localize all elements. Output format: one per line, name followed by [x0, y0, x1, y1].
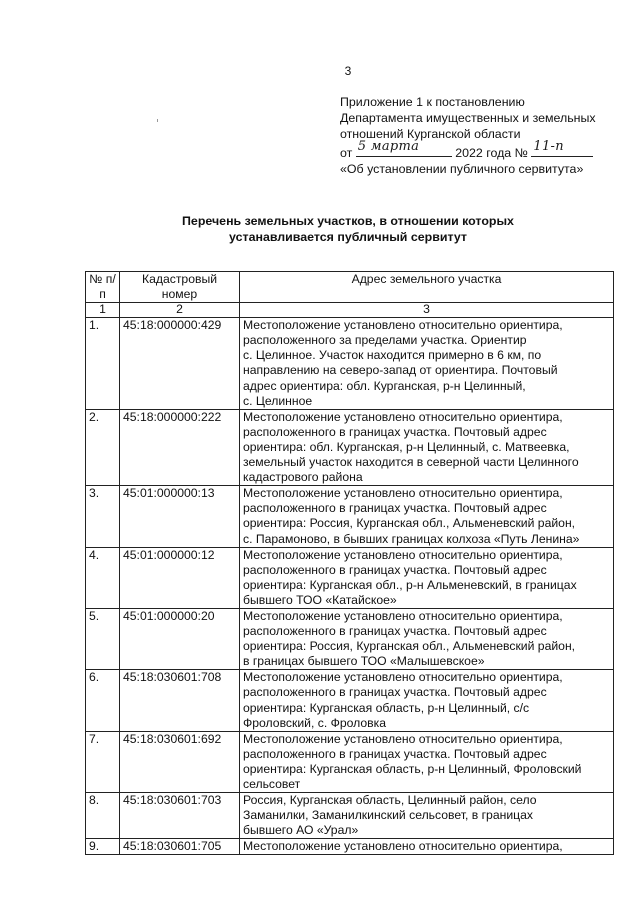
- cadastral-number: 45:18:030601:705: [120, 839, 240, 855]
- address-line: бывшего АО «Урал»: [243, 823, 359, 838]
- table-row: [86, 547, 614, 608]
- address-line: ориентира: обл. Курганская, р-н Целинный, с. Матвеевка,: [243, 439, 570, 454]
- address-line: ориентира: Курганская область, р-н Целинный, с/с: [243, 700, 530, 715]
- handwritten-number: 11-п: [533, 139, 564, 155]
- date-field: [356, 139, 452, 157]
- address-line: расположенного в границах участка. Почтовый адрес: [243, 746, 547, 761]
- address-line: ориентира: Россия, Курганская обл., Альменевский район,: [243, 639, 576, 654]
- address-line: расположенного в границах участка. Почтовый адрес: [243, 501, 547, 516]
- cadastral-number: 45:01:000000:20: [120, 608, 240, 669]
- table-row: [86, 318, 614, 410]
- appendix-date-line: [340, 139, 630, 161]
- row-number: 1.: [86, 318, 120, 410]
- row-number: 5.: [86, 608, 120, 669]
- address-line: Местоположение установлено относительно ориентира,: [243, 318, 563, 333]
- scan-mark: [157, 119, 158, 122]
- plot-address: [240, 547, 614, 608]
- appendix-line-2: Департамента имущественных и земельных: [340, 111, 596, 126]
- address-line: с. Целинное. Участок находится примерно в 6 км, по: [243, 348, 542, 363]
- plot-address: [240, 608, 614, 669]
- year-label: 2022 года №: [455, 145, 528, 160]
- address-line: ориентира: Россия, Курганская обл., Альменевский район,: [243, 516, 576, 531]
- column-number-row: [86, 303, 614, 318]
- table-row: [86, 670, 614, 731]
- table-row: [86, 486, 614, 547]
- cadastral-number: 45:18:030601:692: [120, 731, 240, 792]
- table-header-row: [86, 272, 614, 303]
- address-line: расположенного в границах участка. Почтовый адрес: [243, 685, 547, 700]
- address-line: Местоположение установлено относительно ориентира,: [243, 547, 563, 562]
- title-line-2: устанавливается публичный сервитут: [229, 230, 467, 244]
- address-line: в границах бывшего ТОО «Малышевское»: [243, 654, 485, 669]
- address-line: Местоположение установлено относительно ориентира,: [243, 670, 563, 685]
- address-line: Фроловский, с. Фроловка: [243, 715, 387, 730]
- address-line: бывшего ТОО «Катайское»: [243, 592, 397, 607]
- address-line: кадастрового района: [243, 470, 363, 485]
- appendix-line-3: отношений Курганской области: [340, 127, 521, 142]
- address-line: направлению на северо-запад от ориентира. Почтовый: [243, 363, 558, 378]
- page-number: 3: [344, 64, 352, 78]
- plot-address: [240, 731, 614, 792]
- column-number-3: 3: [240, 303, 614, 318]
- header-cadastral: Кадастровый номер: [120, 272, 240, 303]
- row-number: 6.: [86, 670, 120, 731]
- plot-address: [240, 793, 614, 839]
- cadastral-number: 45:18:030601:708: [120, 670, 240, 731]
- address-line: земельный участок находится в северной части Целинного: [243, 455, 579, 470]
- appendix-line-5: «Об установлении публичного сервитута»: [340, 161, 584, 176]
- appendix-block: [340, 94, 630, 177]
- document-title: [0, 213, 640, 245]
- plot-address: [240, 318, 614, 410]
- table-row: [86, 608, 614, 669]
- cadastral-number: 45:18:030601:703: [120, 793, 240, 839]
- plot-address: [240, 670, 614, 731]
- row-number: 4.: [86, 547, 120, 608]
- row-number: 9.: [86, 839, 120, 855]
- address-line: адрес ориентира: обл. Курганская, р-н Целинный,: [243, 378, 526, 393]
- address-line: Россия, Курганская область, Целинный район, село: [243, 793, 537, 808]
- row-number: 3.: [86, 486, 120, 547]
- cadastral-number: 45:18:000000:429: [120, 318, 240, 410]
- address-line: Местоположение установлено относительно ориентира,: [243, 839, 563, 854]
- table-row: [86, 731, 614, 792]
- address-line: Заманилки, Заманилкинский сельсовет, в границах: [243, 808, 534, 823]
- address-line: Местоположение установлено относительно ориентира,: [243, 608, 563, 623]
- address-line: Местоположение установлено относительно ориентира,: [243, 409, 563, 424]
- address-line: Местоположение установлено относительно ориентира,: [243, 486, 563, 501]
- plot-address: [240, 839, 614, 855]
- title-line-1: Перечень земельных участков, в отношении которых: [182, 214, 514, 228]
- address-line: ориентира: Курганская область, р-н Целинный, Фроловский: [243, 761, 582, 776]
- handwritten-date: 5 марта: [357, 139, 420, 155]
- table-row: [86, 839, 614, 855]
- cadastral-number: 45:01:000000:13: [120, 486, 240, 547]
- table-row: [86, 409, 614, 485]
- plot-address: [240, 486, 614, 547]
- address-line: расположенного за пределами участка. Ориентир: [243, 333, 527, 348]
- cadastral-number: 45:01:000000:12: [120, 547, 240, 608]
- address-line: сельсовет: [243, 777, 301, 791]
- address-line: с. Целинное: [243, 393, 313, 408]
- header-number: № п/п: [86, 272, 120, 303]
- table-row: [86, 793, 614, 839]
- row-number: 2.: [86, 409, 120, 485]
- address-line: расположенного в границах участка. Почтовый адрес: [243, 562, 547, 577]
- address-line: расположенного в границах участка. Почтовый адрес: [243, 624, 547, 639]
- address-line: с. Парамоново, в бывших границах колхоза «Путь Ленина»: [243, 531, 580, 546]
- cadastral-number: 45:18:000000:222: [120, 409, 240, 485]
- address-line: расположенного в границах участка. Почтовый адрес: [243, 424, 547, 439]
- row-number: 8.: [86, 793, 120, 839]
- number-field: [531, 139, 593, 157]
- plot-address: [240, 409, 614, 485]
- column-number-2: 2: [120, 303, 240, 318]
- from-label: от: [340, 145, 353, 160]
- land-plots-table: [85, 271, 614, 855]
- address-line: ориентира: Курганская обл., р-н Альменевский, в границах: [243, 577, 577, 592]
- row-number: 7.: [86, 731, 120, 792]
- appendix-line-1: Приложение 1 к постановлению: [340, 95, 525, 109]
- column-number-1: 1: [86, 303, 120, 318]
- header-address: Адрес земельного участка: [240, 272, 614, 303]
- address-line: Местоположение установлено относительно ориентира,: [243, 731, 563, 746]
